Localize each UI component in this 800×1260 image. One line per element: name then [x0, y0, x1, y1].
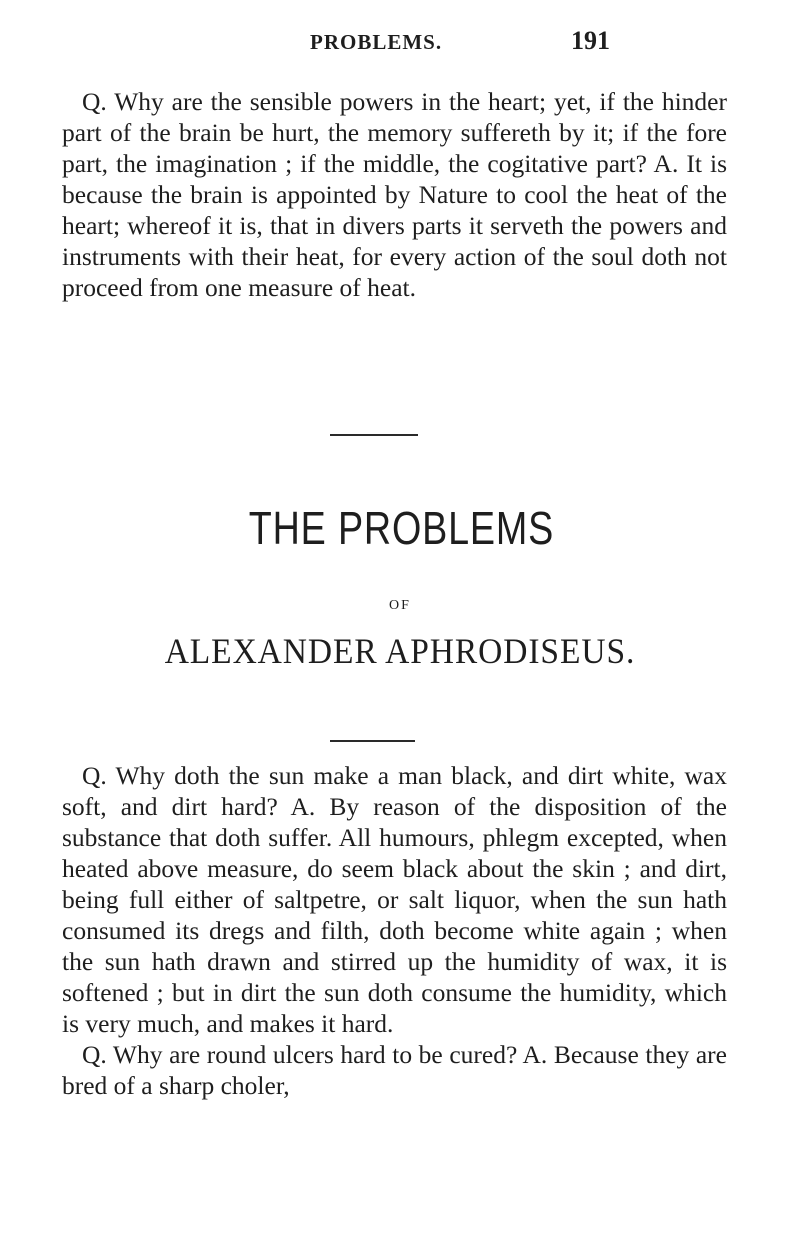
section-title: THE PROBLEMS: [248, 502, 555, 554]
paragraph-sun-black: Q. Why doth the sun make a man black, and dirt white, wax soft, and dirt hard? A. By reason of the disposition of the substance that doth suffer. All humours, phlegm excepted, when heated above measure, do seem black about the skin ; and dirt, being full either of saltpetre, or salt liquor, when the sun hath consumed its dregs and filth, doth become white again ; when the sun hath drawn and stirred up the humidity of wax, it is softened ; but in dirt the sun doth consume the humidity, which is very much, and makes it hard.: [62, 761, 727, 1038]
top-text-block: [62, 86, 727, 303]
section-of-label: OF: [389, 598, 411, 613]
page-number: 191: [571, 26, 610, 55]
paragraph-round-ulcers: Q. Why are round ulcers hard to be cured? A. Because they are bred of a sharp choler,: [62, 1040, 727, 1100]
running-head-title: PROBLEMS.: [310, 30, 443, 54]
section-divider-bottom: [330, 740, 415, 742]
paragraph-brain-heart: Q. Why are the sensible powers in the heart; yet, if the hinder part of the brain be hurt, the memory suffereth by it; if the fore part, the imagination ; if the middle, the cogitative part? A. It is because the brain is appointed by Nature to cool the heat of the heart; whereof it is, that in divers parts it serveth the powers and instruments with their heat, for every action of the soul doth not proceed from one measure of heat.: [62, 87, 727, 302]
section-author: ALEXANDER APHRODISEUS.: [164, 631, 636, 671]
section-divider-top: [330, 434, 418, 436]
body-text-block: [62, 760, 727, 1101]
running-head: [0, 26, 800, 60]
